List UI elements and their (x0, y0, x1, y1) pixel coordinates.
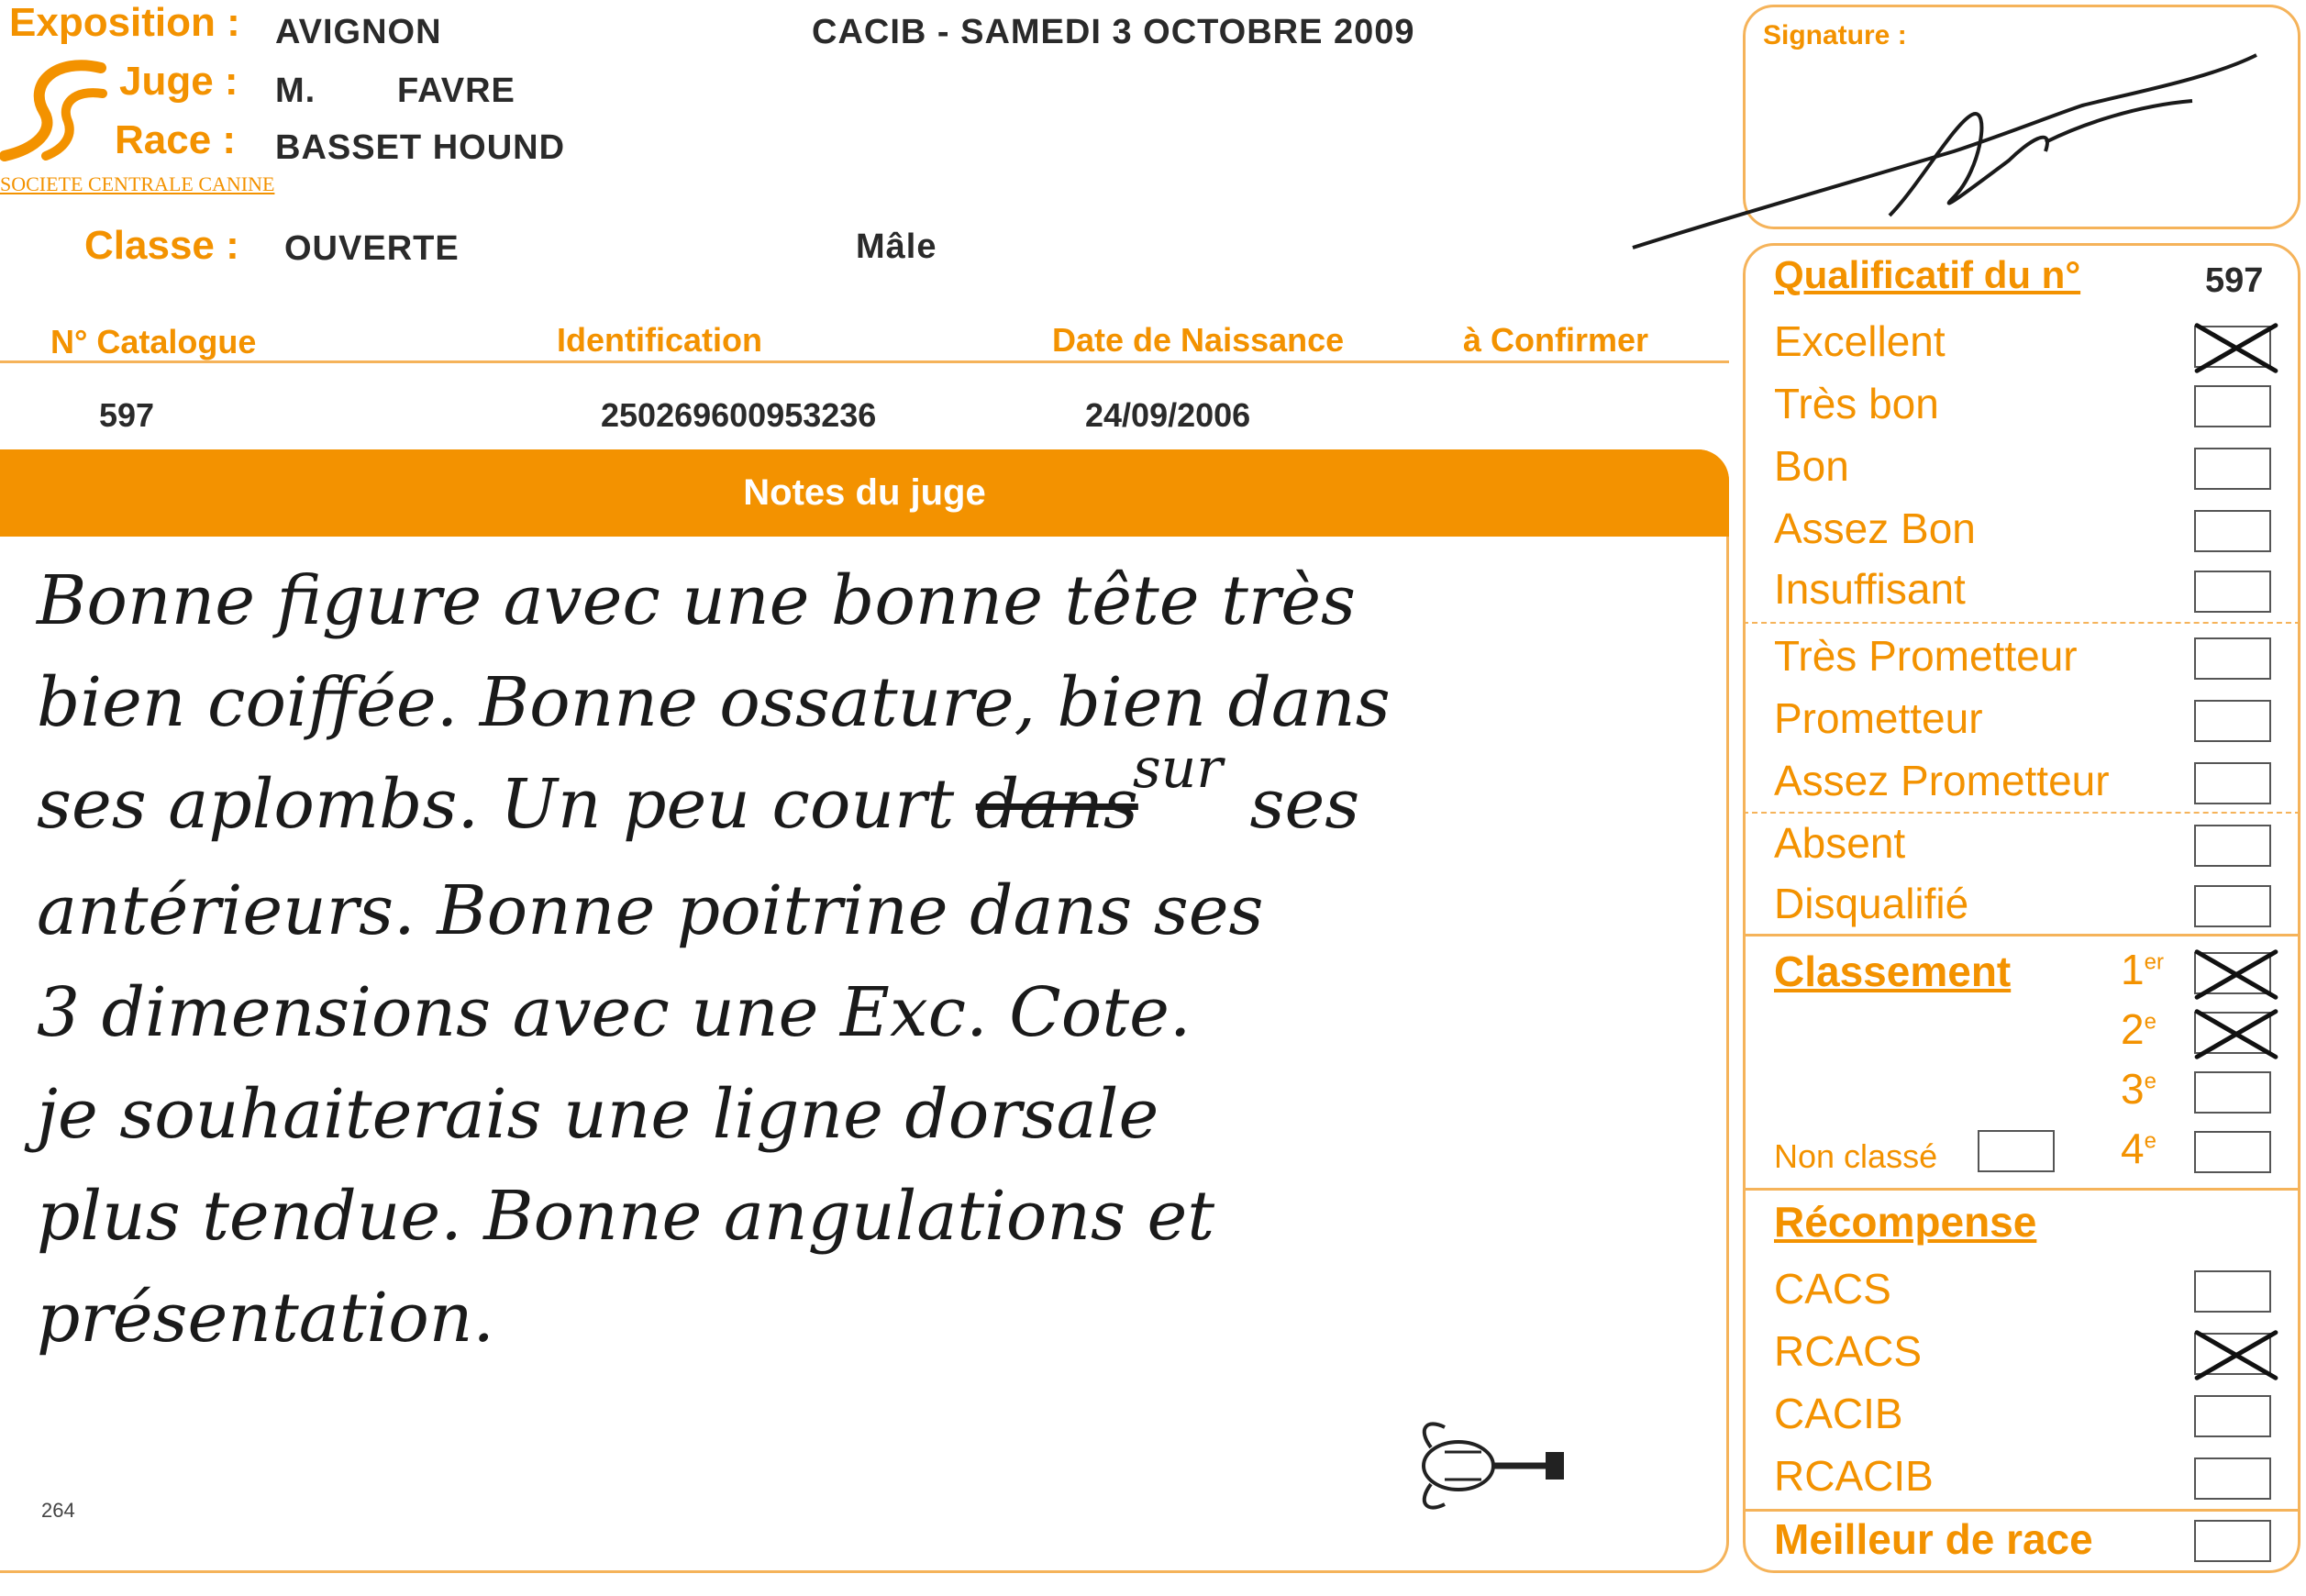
qual-label: Bon (1774, 442, 1849, 490)
race-label: Race : (115, 117, 237, 162)
qual-label: Excellent (1774, 317, 1946, 365)
cell-catalogue: 597 (99, 396, 155, 434)
qual-label: Disqualifié (1774, 880, 1969, 927)
lobster-stamp-icon (1408, 1411, 1569, 1521)
classe-value: OUVERTE (284, 229, 460, 268)
cell-identification: 250269600953236 (601, 396, 877, 434)
inserted-word: sur (1132, 737, 1223, 801)
sexe-value: Mâle (856, 227, 937, 266)
cell-naissance: 24/09/2006 (1085, 396, 1251, 434)
note-line: plus tendue. Bonne angulations et (37, 1177, 1215, 1256)
recompense-label: CACS (1774, 1265, 1891, 1313)
recompense-label: RCACS (1774, 1327, 1923, 1375)
dashed-divider (1743, 622, 2300, 624)
qual-label: Très Prometteur (1774, 632, 2078, 680)
rank-label: 2e (2121, 1005, 2156, 1053)
qualificatif-number: 597 (2205, 261, 2264, 300)
col-identification: Identification (557, 321, 762, 359)
logo-text: SOCIETE CENTRALE CANINE (0, 172, 275, 195)
recompense-label: CACIB (1774, 1390, 1903, 1437)
recompense-title: Récompense (1774, 1198, 2037, 1246)
rank-checkbox[interactable] (2194, 1131, 2271, 1173)
qual-label: Prometteur (1774, 694, 1983, 742)
qual-checkbox[interactable] (2194, 571, 2271, 613)
recompense-checkbox-checked[interactable] (2194, 1333, 2271, 1375)
section-divider (1743, 934, 2300, 937)
qual-checkbox[interactable] (2194, 700, 2271, 742)
non-classe-label: Non classé (1774, 1137, 1938, 1175)
qual-label: Assez Prometteur (1774, 757, 2110, 804)
recompense-label: RCACIB (1774, 1452, 1934, 1500)
qual-checkbox[interactable] (2194, 385, 2271, 427)
rank-label: 4e (2121, 1125, 2156, 1172)
qual-checkbox[interactable] (2194, 448, 2271, 490)
recompense-checkbox[interactable] (2194, 1270, 2271, 1313)
note-line (37, 737, 1724, 860)
rank-label: 3e (2121, 1065, 2156, 1113)
qual-checkbox[interactable] (2194, 510, 2271, 552)
qualificatif-title: Qualificatif du n° (1774, 253, 2081, 296)
recompense-checkbox[interactable] (2194, 1395, 2271, 1437)
notes-title: Notes du juge (743, 472, 986, 513)
qual-label: Absent (1774, 819, 1906, 867)
note-line: présentation. (37, 1279, 494, 1358)
note-line-part: ses aplombs. Un peu court (37, 765, 955, 844)
col-confirmer: à Confirmer (1463, 321, 1649, 359)
qual-label: Très bon (1774, 380, 1939, 427)
qual-label: Assez Bon (1774, 504, 1976, 552)
note-line: 3 dimensions avec une Exc. Cote. (37, 973, 1192, 1052)
note-line-tail: ses (1249, 765, 1360, 844)
meilleur-label: Meilleur de race (1774, 1515, 2093, 1563)
scc-logo-icon (0, 57, 110, 167)
event-title: CACIB - SAMEDI 3 OCTOBRE 2009 (812, 13, 1415, 51)
classement-title: Classement (1774, 948, 2012, 995)
table-divider (0, 360, 1729, 363)
judge-notes (37, 550, 1724, 1369)
qual-label: Insuffisant (1774, 565, 1966, 613)
qual-checkbox[interactable] (2194, 825, 2271, 867)
section-divider (1743, 1509, 2300, 1512)
note-line: antérieurs. Bonne poitrine dans ses (37, 871, 1264, 950)
classe-label: Classe : (84, 223, 239, 268)
exposition-value: AVIGNON (275, 13, 442, 51)
col-catalogue: N° Catalogue (50, 323, 257, 360)
recompense-checkbox[interactable] (2194, 1457, 2271, 1500)
qual-checkbox[interactable] (2194, 637, 2271, 680)
qual-checkbox[interactable] (2194, 762, 2271, 804)
rank-checkbox-checked[interactable] (2194, 1012, 2271, 1054)
rank-label: 1er (2121, 946, 2164, 993)
dashed-divider (1743, 812, 2300, 814)
notes-header (0, 449, 1729, 537)
rank-checkbox[interactable] (2194, 1071, 2271, 1114)
signature-label: Signature : (1763, 20, 1907, 50)
juge-value: FAVRE (397, 72, 516, 110)
race-value: BASSET HOUND (275, 128, 566, 167)
note-line: bien coiffée. Bonne ossature, bien dans (37, 663, 1391, 742)
qual-checkbox[interactable] (2194, 885, 2271, 927)
section-divider (1743, 1188, 2300, 1191)
exposition-label: Exposition : (9, 0, 240, 45)
juge-label: Juge : (119, 59, 238, 104)
page-number: 264 (41, 1499, 75, 1522)
qual-checkbox-checked[interactable] (2194, 326, 2271, 368)
note-line: Bonne figure avec une bonne tête très (37, 561, 1356, 640)
rank-checkbox-checked[interactable] (2194, 952, 2271, 994)
meilleur-checkbox[interactable] (2194, 1520, 2271, 1562)
juge-title: M. (275, 72, 316, 110)
note-line: je souhaiterais une ligne dorsale (37, 1075, 1159, 1154)
col-naissance: Date de Naissance (1052, 321, 1345, 359)
struck-word: dans (975, 765, 1138, 844)
handwritten-signature (1624, 50, 2266, 261)
non-classe-checkbox[interactable] (1978, 1130, 2055, 1172)
